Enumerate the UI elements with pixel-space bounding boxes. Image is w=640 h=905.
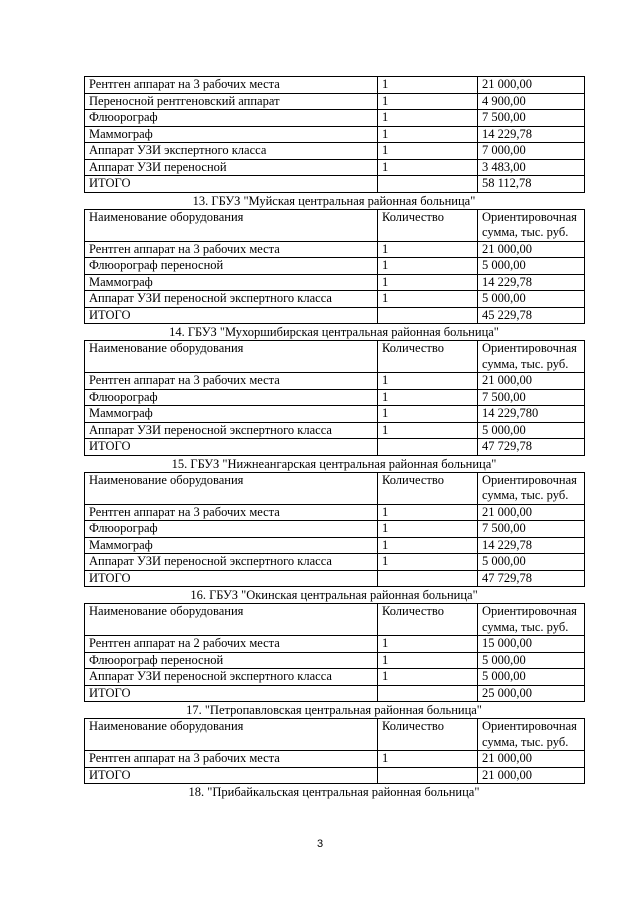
equipment-table — [84, 603, 585, 702]
quantity-cell — [378, 570, 478, 587]
sum-cell: 5 000,00 — [478, 652, 585, 669]
sum-cell: 21 000,00 — [478, 77, 585, 94]
equipment-name-cell: Аппарат УЗИ переносной экспертного класса — [85, 669, 378, 686]
table-row — [85, 554, 585, 571]
quantity-cell: 1 — [378, 636, 478, 653]
equipment-table — [84, 209, 585, 325]
table-row — [85, 77, 585, 94]
sum-cell: 4 900,00 — [478, 93, 585, 110]
quantity-cell: 1 — [378, 93, 478, 110]
table-row — [85, 636, 585, 653]
quantity-cell: 1 — [378, 504, 478, 521]
table-row — [85, 422, 585, 439]
header-name-cell: Наименование оборудования — [85, 604, 378, 636]
table-header-row — [85, 472, 585, 504]
quantity-cell: 1 — [378, 669, 478, 686]
header-qty-cell: Количество — [378, 719, 478, 751]
header-sum-cell: Ориентировочная сумма, тыс. руб. — [478, 719, 585, 751]
sum-cell: 5 000,00 — [478, 669, 585, 686]
sum-cell: 47 729,78 — [478, 570, 585, 587]
quantity-cell: 1 — [378, 389, 478, 406]
equipment-name-cell: Маммограф — [85, 406, 378, 423]
header-qty-cell: Количество — [378, 341, 478, 373]
equipment-name-cell: Флюорограф — [85, 389, 378, 406]
table-row — [85, 110, 585, 127]
equipment-name-cell: Маммограф — [85, 537, 378, 554]
quantity-cell: 1 — [378, 373, 478, 390]
sum-cell: 21 000,00 — [478, 241, 585, 258]
sum-cell: 5 000,00 — [478, 291, 585, 308]
sum-cell: 21 000,00 — [478, 767, 585, 784]
header-qty-cell: Количество — [378, 209, 478, 241]
quantity-cell: 1 — [378, 126, 478, 143]
equipment-name-cell: Рентген аппарат на 3 рабочих места — [85, 751, 378, 768]
quantity-cell: 1 — [378, 258, 478, 275]
quantity-cell — [378, 439, 478, 456]
quantity-cell — [378, 685, 478, 702]
sum-cell: 21 000,00 — [478, 504, 585, 521]
header-sum-cell: Ориентировочная сумма, тыс. руб. — [478, 604, 585, 636]
header-qty-cell: Количество — [378, 472, 478, 504]
total-row — [85, 767, 585, 784]
table-header-row — [85, 604, 585, 636]
header-sum-cell: Ориентировочная сумма, тыс. руб. — [478, 209, 585, 241]
quantity-cell: 1 — [378, 159, 478, 176]
quantity-cell: 1 — [378, 110, 478, 127]
header-name-cell: Наименование оборудования — [85, 341, 378, 373]
total-row — [85, 570, 585, 587]
quantity-cell: 1 — [378, 406, 478, 423]
quantity-cell: 1 — [378, 521, 478, 538]
sum-cell: 14 229,780 — [478, 406, 585, 423]
equipment-name-cell: ИТОГО — [85, 685, 378, 702]
table-row — [85, 93, 585, 110]
quantity-cell: 1 — [378, 537, 478, 554]
header-sum-cell: Ориентировочная сумма, тыс. руб. — [478, 341, 585, 373]
total-row — [85, 176, 585, 193]
total-row — [85, 439, 585, 456]
equipment-name-cell: Флюорограф — [85, 521, 378, 538]
equipment-name-cell: ИТОГО — [85, 570, 378, 587]
quantity-cell: 1 — [378, 77, 478, 94]
equipment-name-cell: Аппарат УЗИ экспертного класса — [85, 143, 378, 160]
sum-cell: 5 000,00 — [478, 554, 585, 571]
quantity-cell — [378, 767, 478, 784]
equipment-name-cell: Аппарат УЗИ переносной экспертного класса — [85, 422, 378, 439]
equipment-name-cell: Рентген аппарат на 2 рабочих места — [85, 636, 378, 653]
sum-cell: 15 000,00 — [478, 636, 585, 653]
hospital-sections — [84, 193, 584, 785]
equipment-name-cell: Рентген аппарат на 3 рабочих места — [85, 504, 378, 521]
sum-cell: 21 000,00 — [478, 751, 585, 768]
quantity-cell: 1 — [378, 143, 478, 160]
table-row — [85, 669, 585, 686]
total-row — [85, 307, 585, 324]
sum-cell: 5 000,00 — [478, 258, 585, 275]
equipment-name-cell: Флюорограф переносной — [85, 652, 378, 669]
equipment-table-continued — [84, 76, 585, 193]
section-title: 14. ГБУЗ "Мухоршибирская центральная районная больница" — [169, 325, 499, 339]
header-name-cell: Наименование оборудования — [85, 472, 378, 504]
section-title: 13. ГБУЗ "Муйская центральная районная больница" — [192, 193, 476, 208]
table-row — [85, 751, 585, 768]
table-row — [85, 373, 585, 390]
sum-cell: 25 000,00 — [478, 685, 585, 702]
sum-cell: 14 229,78 — [478, 274, 585, 291]
table-row — [85, 652, 585, 669]
equipment-name-cell: ИТОГО — [85, 307, 378, 324]
page-number: 3 — [316, 838, 324, 850]
equipment-name-cell: Флюорограф — [85, 110, 378, 127]
sum-cell: 21 000,00 — [478, 373, 585, 390]
table-row — [85, 274, 585, 291]
sum-cell: 7 500,00 — [478, 389, 585, 406]
table-row — [85, 258, 585, 275]
quantity-cell: 1 — [378, 241, 478, 258]
sum-cell: 7 500,00 — [478, 521, 585, 538]
table-row — [85, 389, 585, 406]
equipment-name-cell: ИТОГО — [85, 439, 378, 456]
table-header-row — [85, 341, 585, 373]
table-row — [85, 291, 585, 308]
equipment-name-cell: Аппарат УЗИ переносной — [85, 159, 378, 176]
equipment-name-cell: Рентген аппарат на 3 рабочих места — [85, 241, 378, 258]
equipment-name-cell: Аппарат УЗИ переносной экспертного класса — [85, 291, 378, 308]
sum-cell: 5 000,00 — [478, 422, 585, 439]
equipment-name-cell: ИТОГО — [85, 767, 378, 784]
quantity-cell: 1 — [378, 291, 478, 308]
table-row — [85, 241, 585, 258]
table-header-row — [85, 719, 585, 751]
equipment-name-cell: Переносной рентгеновский аппарат — [85, 93, 378, 110]
quantity-cell — [378, 176, 478, 193]
equipment-table — [84, 340, 585, 456]
equipment-table — [84, 472, 585, 588]
table-row — [85, 504, 585, 521]
header-qty-cell: Количество — [378, 604, 478, 636]
table-row — [85, 126, 585, 143]
section-title: 15. ГБУЗ "Нижнеангарская центральная районная больница" — [171, 456, 497, 471]
quantity-cell: 1 — [378, 554, 478, 571]
equipment-name-cell: Маммограф — [85, 126, 378, 143]
sum-cell: 45 229,78 — [478, 307, 585, 324]
sum-cell: 47 729,78 — [478, 439, 585, 456]
quantity-cell: 1 — [378, 422, 478, 439]
table-row — [85, 159, 585, 176]
header-sum-cell: Ориентировочная сумма, тыс. руб. — [478, 472, 585, 504]
sum-cell: 7 500,00 — [478, 110, 585, 127]
equipment-name-cell: Аппарат УЗИ переносной экспертного класса — [85, 554, 378, 571]
total-row — [85, 685, 585, 702]
table-row — [85, 143, 585, 160]
table-header-row — [85, 209, 585, 241]
section-title: 16. ГБУЗ "Окинская центральная районная больница" — [190, 588, 478, 602]
sum-cell: 58 112,78 — [478, 176, 585, 193]
sum-cell: 14 229,78 — [478, 537, 585, 554]
section-title-next: 18. "Прибайкальская центральная районная больница" — [188, 785, 480, 799]
equipment-name-cell: Флюорограф переносной — [85, 258, 378, 275]
sum-cell: 7 000,00 — [478, 143, 585, 160]
quantity-cell: 1 — [378, 751, 478, 768]
equipment-name-cell: Маммограф — [85, 274, 378, 291]
table-row — [85, 521, 585, 538]
table-row — [85, 406, 585, 423]
section-title: 17. "Петропавловская центральная районная больница" — [186, 703, 482, 717]
equipment-name-cell: Рентген аппарат на 3 рабочих места — [85, 373, 378, 390]
sum-cell: 14 229,78 — [478, 126, 585, 143]
quantity-cell: 1 — [378, 652, 478, 669]
sum-cell: 3 483,00 — [478, 159, 585, 176]
header-name-cell: Наименование оборудования — [85, 209, 378, 241]
equipment-name-cell: ИТОГО — [85, 176, 378, 193]
quantity-cell: 1 — [378, 274, 478, 291]
quantity-cell — [378, 307, 478, 324]
table-row — [85, 537, 585, 554]
equipment-table — [84, 718, 585, 784]
document-body — [84, 76, 584, 800]
header-name-cell: Наименование оборудования — [85, 719, 378, 751]
equipment-name-cell: Рентген аппарат на 3 рабочих места — [85, 77, 378, 94]
